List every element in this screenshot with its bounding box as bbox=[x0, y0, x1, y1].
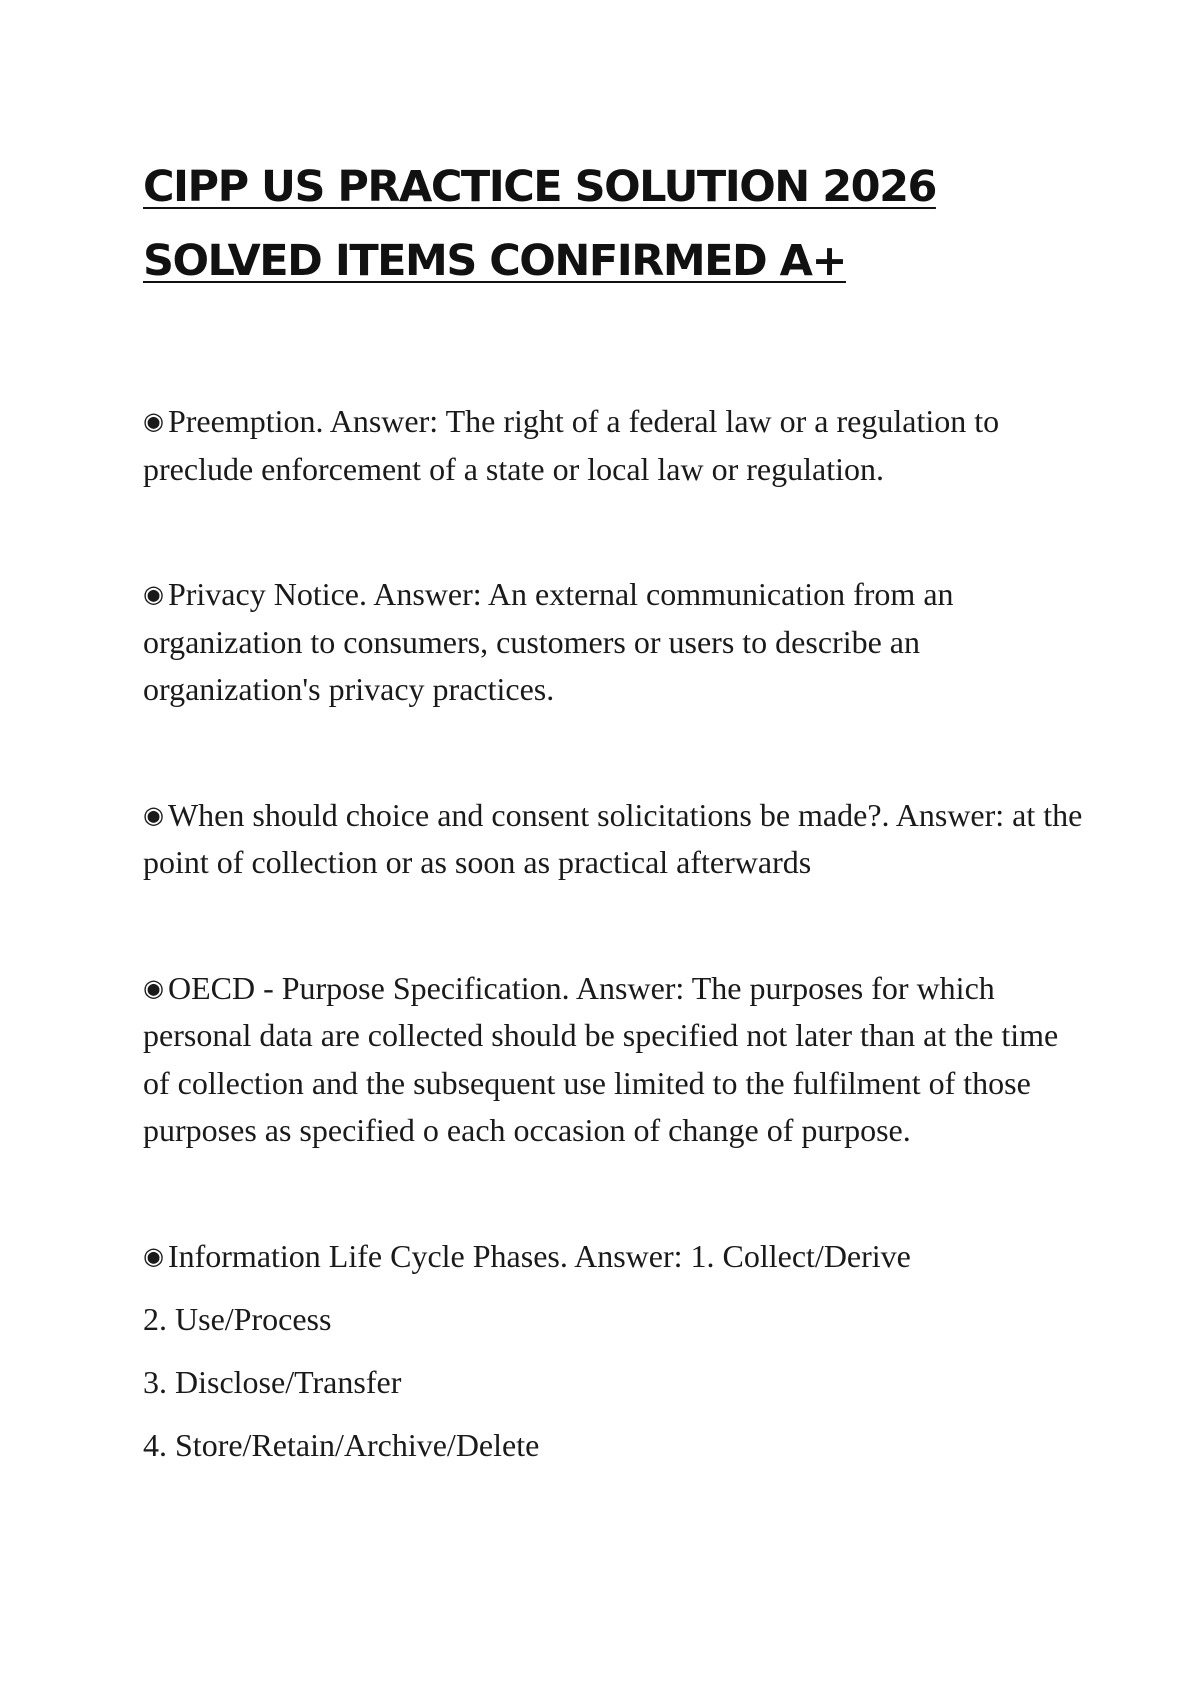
document-title: CIPP US PRACTICE SOLUTION 2026 SOLVED ITEMS CONFIRMED A+ bbox=[143, 162, 936, 286]
lifecycle-lead bbox=[143, 1233, 1083, 1289]
qa-text: Privacy Notice. Answer: An external communication from an organization to consumers, customers or users to describe an organization's privacy practices. bbox=[143, 576, 954, 707]
qa-list bbox=[143, 398, 1083, 1477]
qa-item-lifecycle bbox=[143, 1233, 1083, 1478]
qa-item-oecd-purpose bbox=[143, 965, 1083, 1155]
lifecycle-step: 2. Use/Process bbox=[143, 1301, 332, 1337]
qa-item-privacy-notice bbox=[143, 571, 1083, 714]
qa-text: When should choice and consent solicitations be made?. Answer: at the point of collection or as soon as practical afterwards bbox=[143, 796, 1083, 880]
lifecycle-step: 3. Disclose/Transfer bbox=[143, 1364, 402, 1400]
radio-bullet-icon: ◉ bbox=[143, 1241, 164, 1270]
radio-bullet-icon: ◉ bbox=[143, 407, 164, 435]
qa-text: Preemption. Answer: The right of a federal law or a regulation to preclude enforcement of a state or local law or regulation. bbox=[143, 403, 1000, 487]
radio-bullet-icon: ◉ bbox=[143, 580, 164, 608]
radio-bullet-icon: ◉ bbox=[143, 800, 164, 829]
qa-text: Information Life Cycle Phases. Answer: 1. Collect/Derive bbox=[167, 1237, 911, 1274]
radio-bullet-icon: ◉ bbox=[143, 973, 164, 1002]
qa-item-preemption bbox=[143, 398, 1083, 493]
lifecycle-step: 4. Store/Retain/Archive/Delete bbox=[143, 1427, 540, 1463]
qa-item-choice-consent bbox=[143, 792, 1083, 887]
qa-text: OECD - Purpose Specification. Answer: The purposes for which personal data are collected should be specified not later than at the time of collection and the subsequent use limited to the fulfilment of those purposes as specified o each occasion of change of purpose. bbox=[143, 969, 1059, 1148]
